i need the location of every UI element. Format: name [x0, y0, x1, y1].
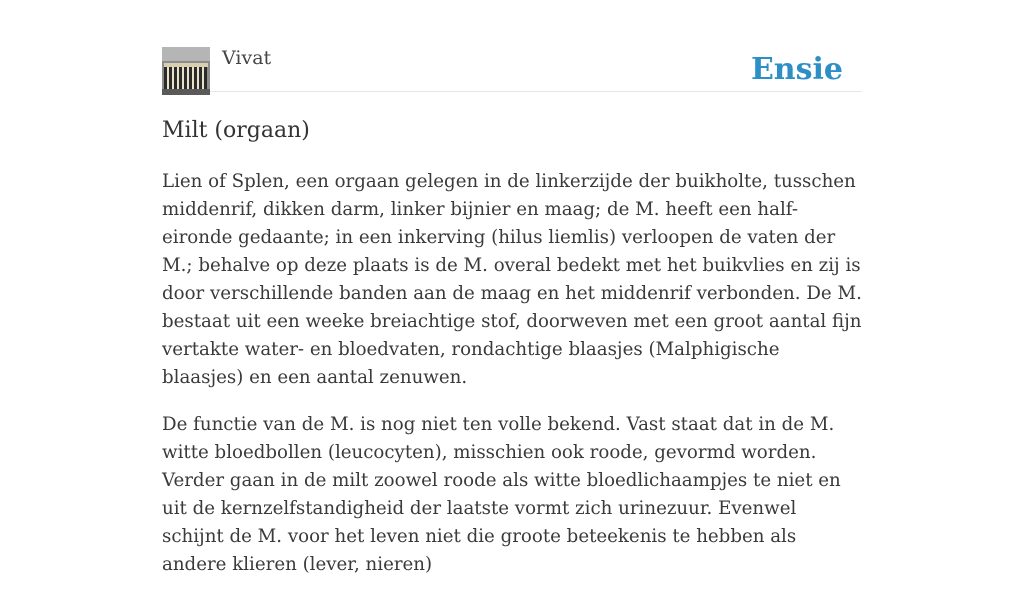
avatar-image	[162, 47, 210, 95]
header	[162, 0, 862, 92]
article-title: Milt (orgaan)	[162, 118, 310, 143]
page	[162, 0, 862, 575]
article-body	[162, 168, 862, 598]
paragraph: Lien of Splen, een orgaan gelegen in de linkerzijde der buikholte, tusschen middenrif, dikken darm, linker bijnier en maag; de M. heeft een half-eironde gedaante; in een inkerving (hilus liemlis) verloopen de vaten der M.; behalve op deze plaats is de M. overal bedekt met het buikvlies en zij is door verschillende banden aan de maag en het middenrif verbonden. De M. bestaat uit een weeke breiachtige stof, doorweven met een groot aantal fijn vertakte water- en bloedvaten, rondachtige blaasjes (Malphigische blaasjes) en een aantal zenuwen.	[162, 171, 862, 388]
paragraph: De functie van de M. is nog niet ten volle bekend. Vast staat dat in de M. witte bloedbollen (leucocyten), misschien ook roode, gevormd worden. Verder gaan in de milt zoowel roode als witte bloedlichaampjes te niet en uit de kernzelfstandigheid der laatste vormt zich urinezuur. Evenwel schijnt de M. voor het leven niet die groote beteekenis te hebben als andere klieren (lever, nieren)	[162, 414, 841, 575]
avatar[interactable]	[162, 47, 210, 95]
brand-logo[interactable]: Ensie	[750, 52, 843, 87]
author-name[interactable]: Vivat	[222, 47, 272, 69]
